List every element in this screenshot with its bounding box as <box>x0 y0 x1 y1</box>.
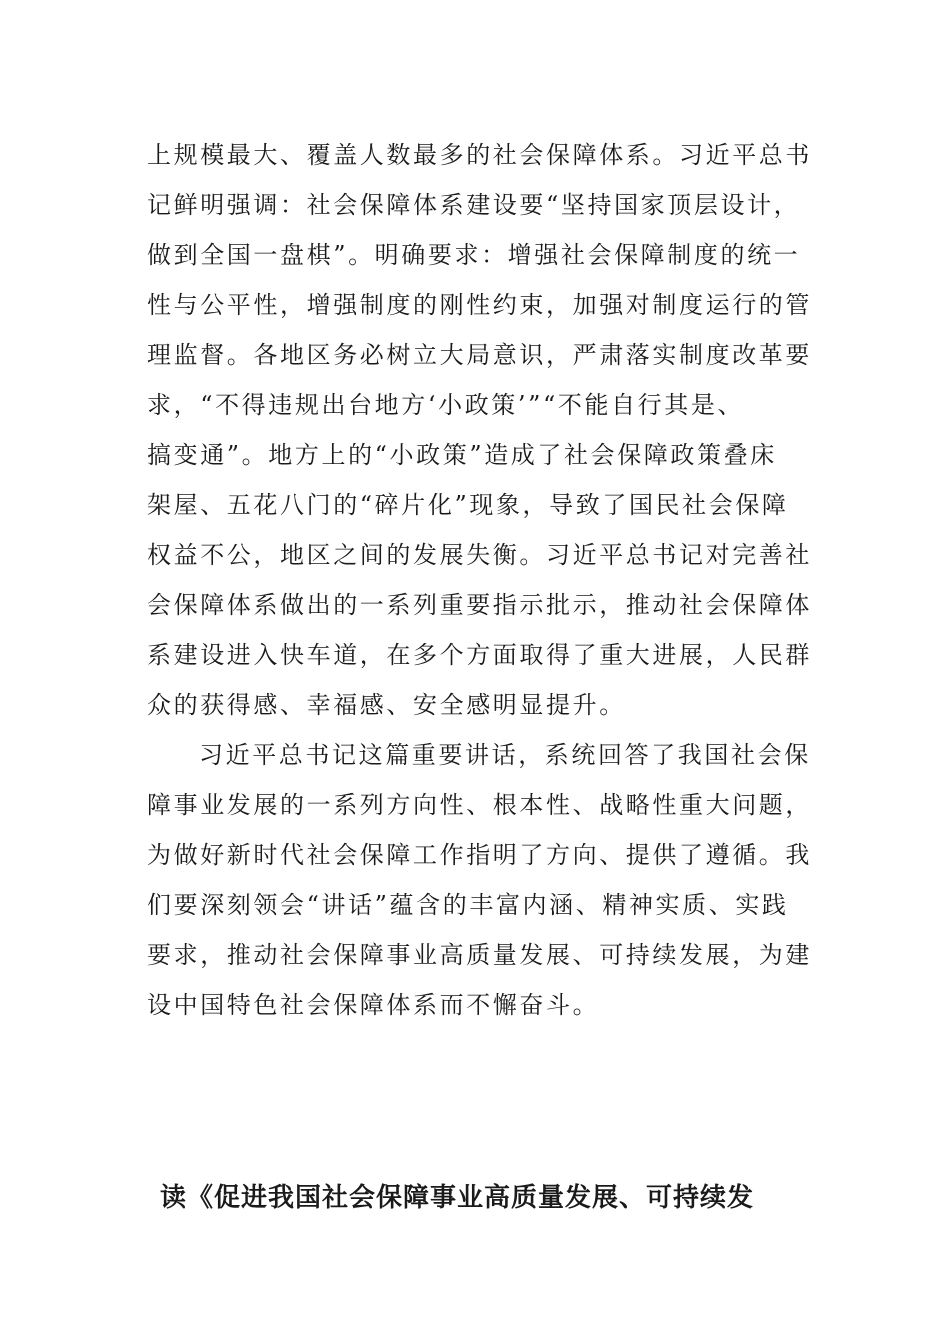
text-line: 上规模最大、覆盖人数最多的社会保障体系。习近平总书 <box>147 141 812 169</box>
text-line: 权益不公，地区之间的发展失衡。习近平总书记对完善社 <box>147 541 812 569</box>
text-line: 系建设进入快车道，在多个方面取得了重大进展，人民群 <box>147 641 812 669</box>
text-line: 性与公平性，增强制度的刚性约束，加强对制度运行的管 <box>147 291 812 319</box>
text-line: 记鲜明强调：社会保障体系建设要“坚持国家顶层设计， <box>147 191 801 219</box>
text-line: 理监督。各地区务必树立大局意识，严肃落实制度改革要 <box>147 341 812 369</box>
body-text <box>147 130 812 1030</box>
text-line: 习近平总书记这篇重要讲话，系统回答了我国社会保 <box>199 741 811 769</box>
text-line: 搞变通”。地方上的“小政策”造成了社会保障政策叠床 <box>147 441 777 469</box>
text-line: 众的获得感、幸福感、安全感明显提升。 <box>147 691 626 719</box>
text-line: 架屋、五花八门的“碎片化”现象，导致了国民社会保障 <box>147 491 789 519</box>
text-line: 要求，推动社会保障事业高质量发展、可持续发展，为建 <box>147 941 812 969</box>
text-line: 为做好新时代社会保障工作指明了方向、提供了遵循。我 <box>147 841 812 869</box>
text-line: 设中国特色社会保障体系而不懈奋斗。 <box>147 991 600 1019</box>
text-line: 障事业发展的一系列方向性、根本性、战略性重大问题， <box>147 791 812 819</box>
paragraph-1 <box>147 130 812 730</box>
next-article-title: 读《促进我国社会保障事业高质量发展、可持续发 <box>160 1183 755 1213</box>
text-line: 求，“不得违规出台地方‘小政策’”“不能自行其是、 <box>147 391 745 419</box>
text-line: 们要深刻领会“讲话”蕴含的丰富内涵、精神实质、实践 <box>147 891 789 919</box>
text-line: 会保障体系做出的一系列重要指示批示，推动社会保障体 <box>147 591 812 619</box>
text-line: 做到全国一盘棋”。明确要求：增强社会保障制度的统一 <box>147 241 801 269</box>
paragraph-2 <box>147 730 812 1030</box>
